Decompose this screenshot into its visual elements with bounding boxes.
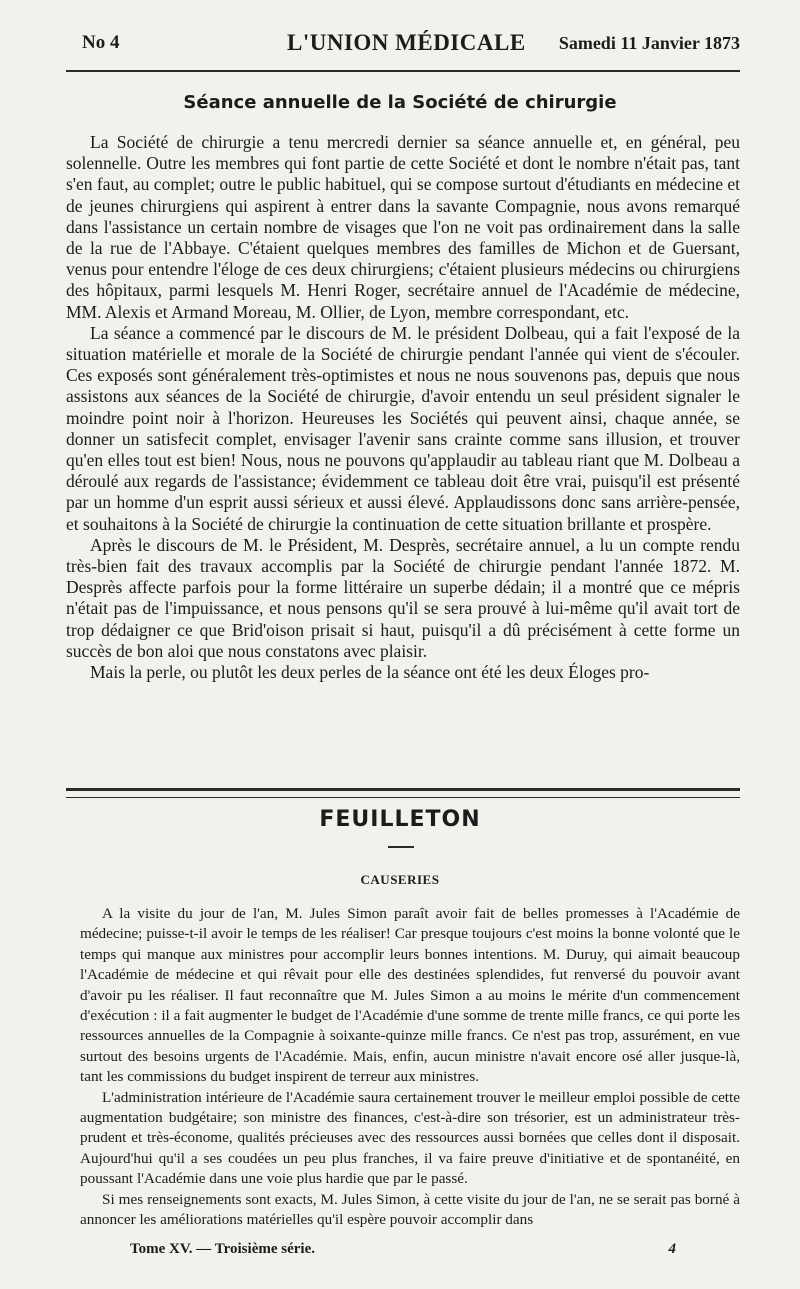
article-body xyxy=(66,132,740,683)
issue-date: Samedi 11 Janvier 1873 xyxy=(558,33,740,53)
article-title: Séance annuelle de la Société de chirurgie xyxy=(183,92,617,113)
feuilleton-body xyxy=(80,904,740,1231)
feuilleton-paragraph: Si mes renseignements sont exacts, M. Jules Simon, à cette visite du jour de l'an, ne se serait pas borné à annoncer les améliorations matérielles qu'il espère pouvoir accomplir dans xyxy=(80,1190,740,1229)
issue-number: No 4 xyxy=(82,32,120,53)
article-paragraph: Mais la perle, ou plutôt les deux perles de la séance ont été les deux Éloges pro- xyxy=(90,662,650,683)
article-paragraph: La Société de chirurgie a tenu mercredi dernier sa séance annuelle et, en général, peu solennelle. Outre les membres qui font partie de cette Société et dont le nombre n'était pas, tant s'en faut, au complet; outre le public habituel, qui se compose surtout d'étudiants en médecine et de jeunes chirurgiens qui aspirent à entrer dans la savante Compagnie, nous avons remarqué dans l'assistance un certain nombre de visages que l'on ne voit pas ordinairement dans la salle de la rue de l'Abbaye. C'étaient quelques membres des familles de Michon et de Guersant, venus pour entendre l'éloge de ces deux chirurgiens; c'étaient plusieurs médecins ou chirurgiens des hôpitaux, parmi lesquels M. Henri Roger, secrétaire annuel de l'Académie de médecine, MM. Alexis et Armand Moreau, M. Ollier, de Lyon, membre correspondant, etc. xyxy=(66,132,740,322)
feuilleton-title: FEUILLETON xyxy=(319,807,481,832)
page-number: 4 xyxy=(668,1241,676,1257)
feuilleton-paragraph: L'administration intérieure de l'Académie saura certainement trouver le meilleur emploi possible de cette augmentation budgétaire; son ministre des finances, c'est-à-dire son trésorier, est un administrateur très-prudent et très-économe, qualités précieuses avec des ressources aussi bornées que celles dont il disposait. Aujourd'hui qu'il a ses coudées un peu plus franches, il va faire preuve d'initiative et de spontanéité, en poussant l'Académie dans une voie plus hardie que par le passé. xyxy=(80,1088,740,1188)
feuilleton-paragraph: A la visite du jour de l'an, M. Jules Simon paraît avoir fait de belles promesses à l'Académie de médecine; puisse-t-il avoir le temps de les réaliser! Car presque toujours c'est moins la bonne volonté que le temps qui manque aux ministres pour accomplir leurs bonnes intentions. M. Duruy, qui aimait beaucoup l'Académie de médecine et qui rêvait pour elle des destinées splendides, fut renversé du pouvoir avant d'avoir pu les réaliser. Il faut reconnaître que M. Jules Simon a au moins le mérite d'un commencement d'exécution : il a fait augmenter le budget de l'Académie d'une somme de trente mille francs, ce qui porte les ressources annuelles de la Compagnie à soixante-quinze mille francs. Ce n'est pas trop, assurément, en vue surtout des besoins urgents de l'Académie. Mais, enfin, aucun ministre n'avait encore osé aller jusque-là, tant les commissions du budget inspirent de terreur aux ministres. xyxy=(80,905,740,1086)
journal-title: L'UNION MÉDICALE xyxy=(287,30,526,55)
section-divider xyxy=(66,788,740,798)
feuilleton-subtitle: CAUSERIES xyxy=(360,872,440,887)
article-paragraph: La séance a commencé par le discours de M. le président Dolbeau, qui a fait l'exposé de la situation matérielle et morale de la Société de chirurgie pendant l'année qui vient de s'écouler. Ces exposés sont généralement très-optimistes et nous ne nous souvenons pas, depuis que nous assistons aux séances de la Société de chirurgie, d'avoir entendu un seul président signaler le moindre point noir à l'horizon. Heureuses les Sociétés qui peuvent ainsi, chaque année, se donner un satisfecit complet, envisager l'avenir sans crainte comme sans illusion, et trouver qu'en elles tout est bien! Nous, nous ne pouvons qu'applaudir au tableau riant que M. Dolbeau a déroulé aux regards de l'assistance; évidemment ce tableau doit être vrai, puisqu'il est présenté par un homme d'un esprit aussi sérieux et aussi élevé. Applaudissons donc sans arrière-pensée, et souhaitons à la Société de chirurgie la continuation de cette situation brillante et prospère. xyxy=(66,322,740,534)
masthead xyxy=(82,30,740,64)
title-dash xyxy=(388,846,414,848)
header-rule xyxy=(66,70,740,72)
tome-label: Tome XV. — Troisième série. xyxy=(130,1241,315,1257)
article-paragraph: Après le discours de M. le Président, M. Desprès, secrétaire annuel, a lu un compte rendu très-bien fait des travaux accomplis par la Société de chirurgie pendant l'année 1872. M. Desprès affecte parfois pour la forme littéraire un superbe dédain; il a montré que ce mépris n'était pas de l'impuissance, et nous pensons qu'il se sera prouvé à lui-même qu'il avait tort de trop dédaigner ce que Brid'oison prisait si haut, puisqu'il a dû précisément à cette forme un succès de bon aloi que nous constatons avec plaisir. xyxy=(66,534,740,661)
